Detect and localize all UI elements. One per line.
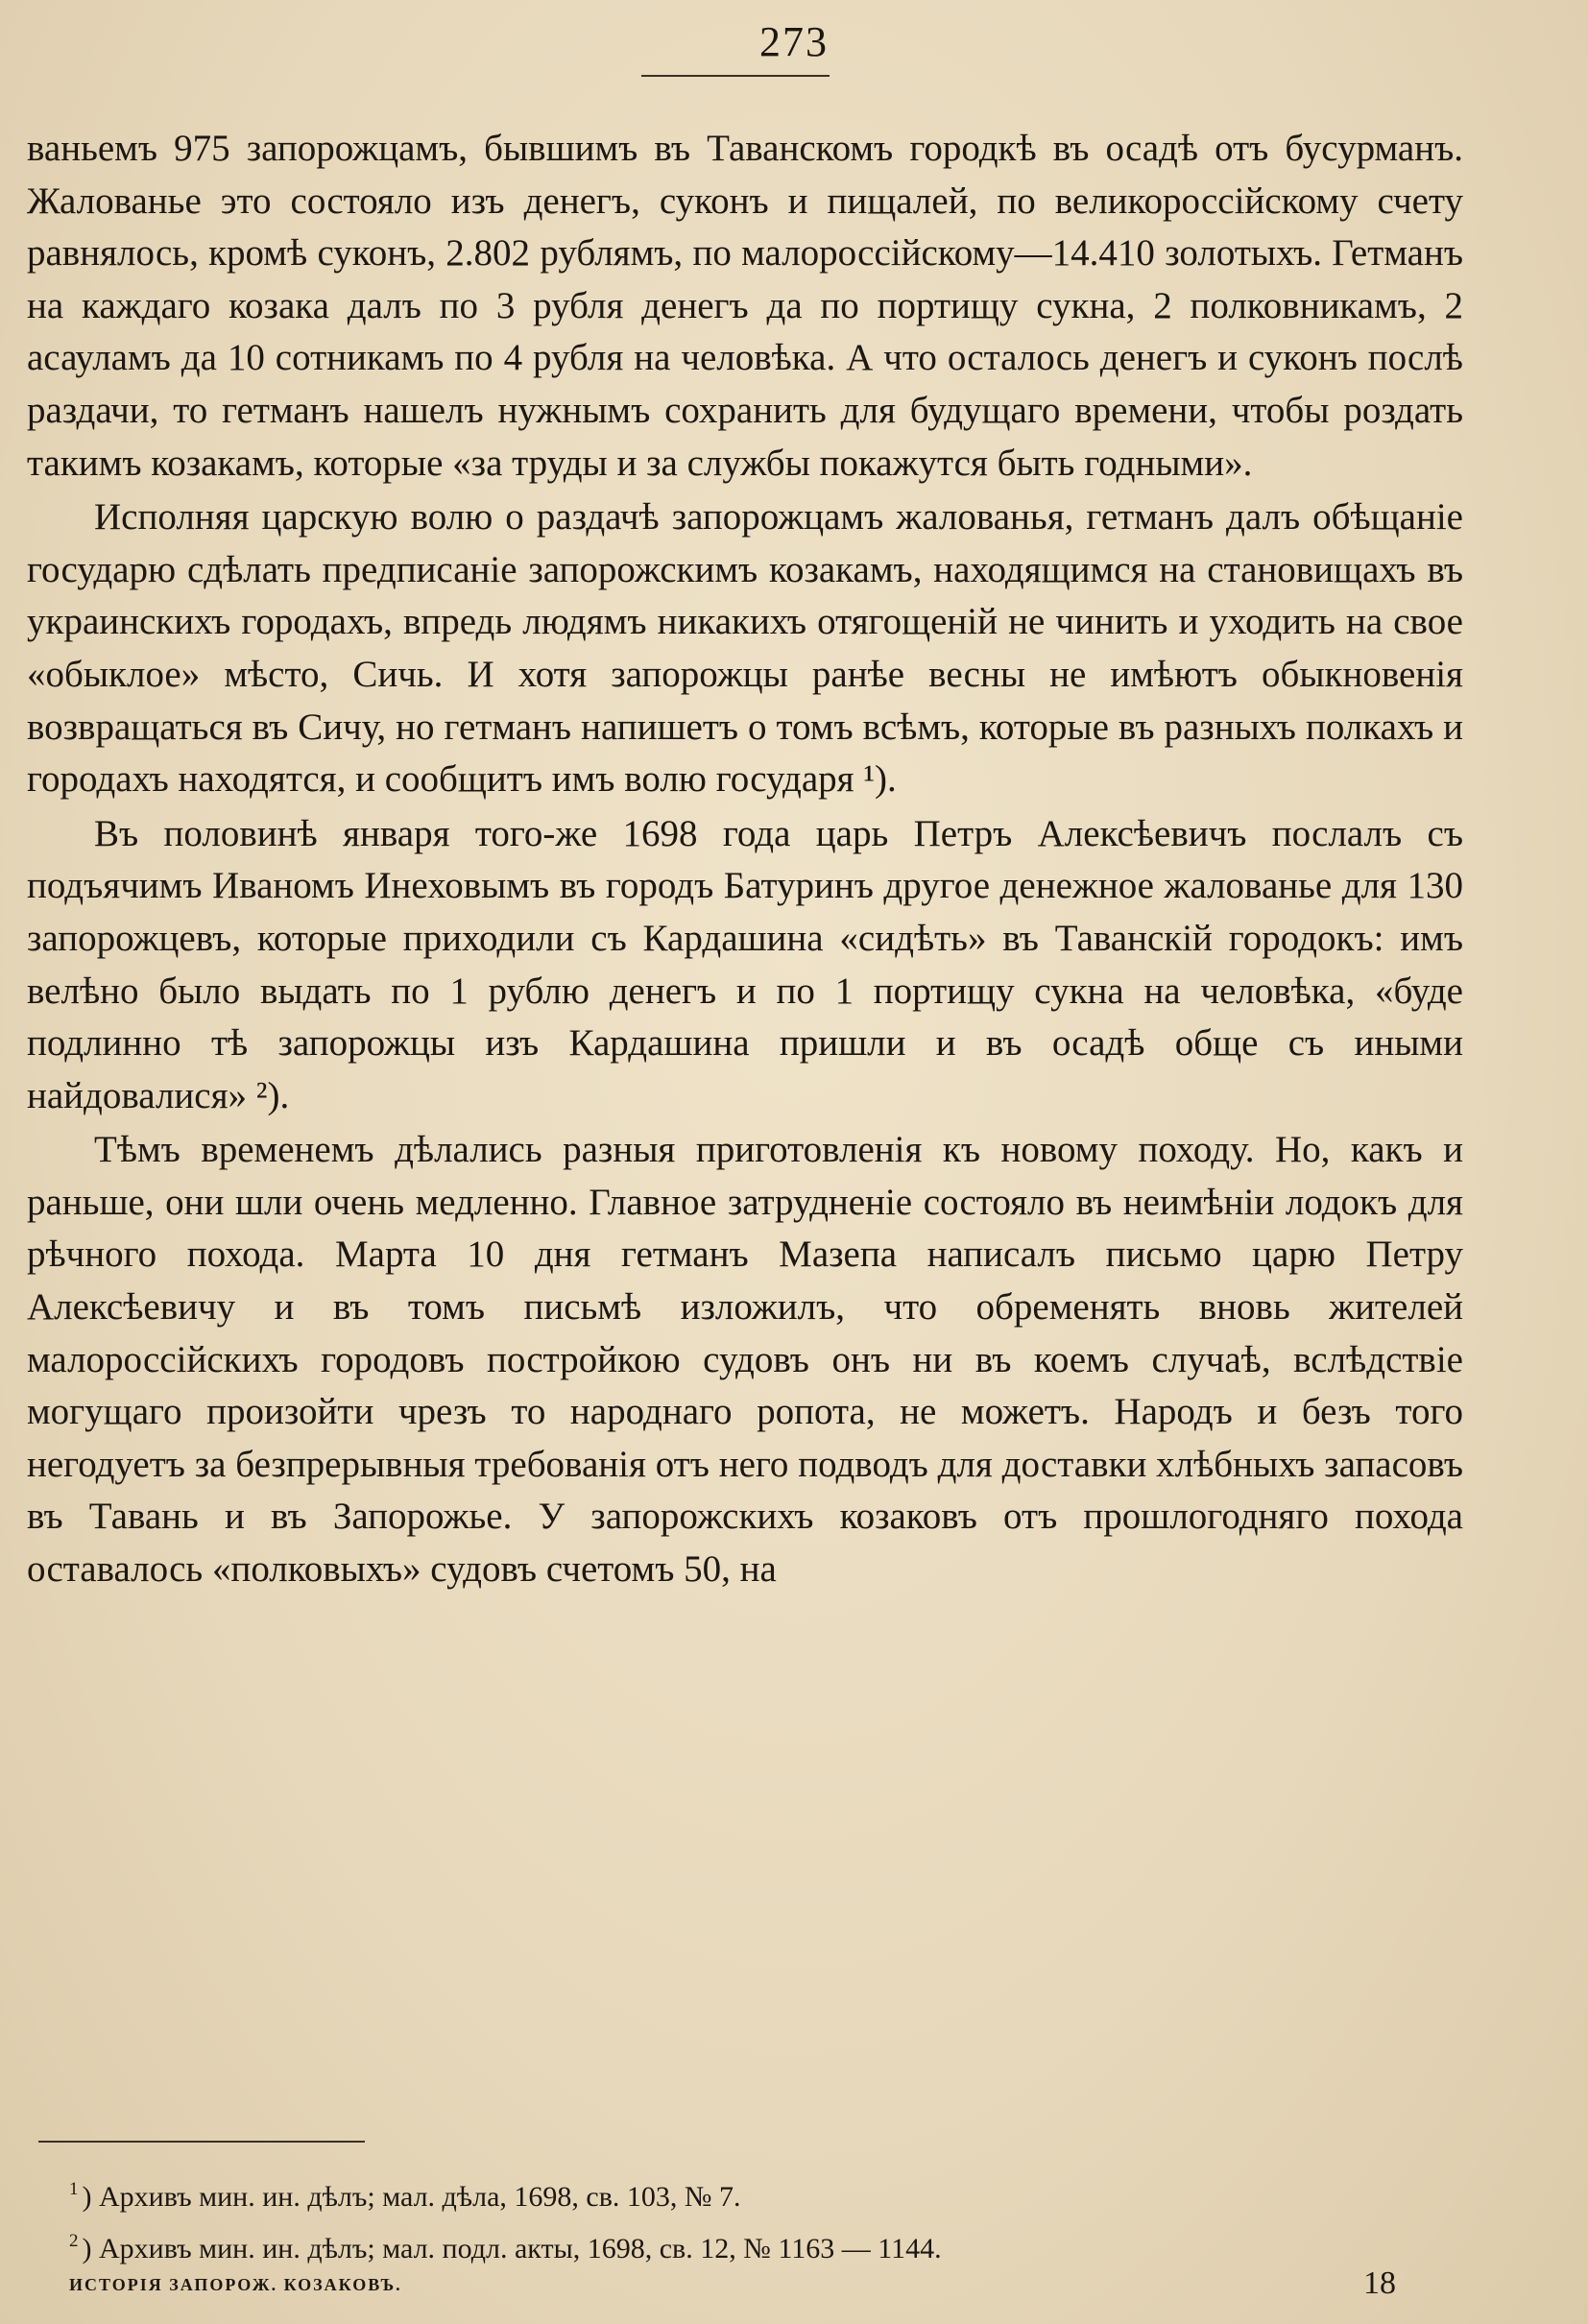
paragraph: ваньемъ 975 запорожцамъ, бывшимъ въ Таванскомъ городкѣ въ осадѣ отъ бусурманъ. Жалованье это состояло изъ денегъ, суконъ и пищалей, по великороссійскому счету равнялось, кромѣ суконъ, 2.802 рублямъ, по малороссійскому—14.410 золотыхъ. Гетманъ на каждаго козака далъ по 3 рубля денегъ да по портищу сукна, 2 полковникамъ, 2 асауламъ да 10 сотникамъ по 4 рубля на человѣка. А что осталось денегъ и суконъ послѣ раздачи, то гетманъ нашелъ нужнымъ сохранить для будущаго времени, чтобы роздать такимъ козакамъ, которые «за труды и за службы покажутся быть годными». — [27, 128, 1463, 484]
header-rule — [641, 75, 830, 77]
footnote — [69, 2168, 1452, 2219]
footnote-text: ) Архивъ мин. ин. дѣлъ; мал. дѣла, 1698, св. 103, № 7. — [82, 2181, 741, 2213]
footnote-text: ) Архивъ мин. ин. дѣлъ; мал. подл. акты, 1698, св. 12, № 1163 — 1144. — [82, 2233, 942, 2264]
footnote — [69, 2219, 1452, 2271]
signature-line: ИСТОРІЯ ЗАПОРОЖ. КОЗАКОВЪ. — [69, 2275, 402, 2294]
footnote-mark: 2 — [69, 2231, 79, 2251]
footnote-mark: 1 — [69, 2179, 79, 2199]
body-text — [27, 123, 1463, 1596]
sheet-number: 18 — [1363, 2265, 1396, 2301]
page-number: 273 — [759, 18, 829, 65]
footnote-rule — [38, 2141, 365, 2143]
paragraph: Тѣмъ временемъ дѣлались разныя приготовленія къ новому походу. Но, какъ и раньше, они шли очень медленно. Главное затрудненіе состояло въ неимѣніи лодокъ для рѣчного похода. Марта 10 дня гетманъ Мазепа написалъ письмо царю Петру Алексѣевичу и въ томъ письмѣ изложилъ, что обременять вновь жителей малороссійскихъ городовъ постройкою судовъ онъ ни въ коемъ случаѣ, вслѣдствіе могущаго произойти чрезъ то народнаго ропота, не можетъ. Народъ и безъ того негодуетъ за безпрерывныя требованія отъ него подводъ для доставки хлѣбныхъ запасовъ въ Тавань и въ Запорожье. У запорожскихъ козаковъ отъ прошлогодняго похода оставалось «полковыхъ» судовъ счетомъ 50, на — [27, 1129, 1463, 1591]
paragraph: Въ половинѣ января того-же 1698 года царь Петръ Алексѣевичъ послалъ съ подъячимъ Иваномъ Инеховымъ въ городъ Батуринъ другое денежное жалованье для 130 запорожцевъ, которые приходили съ Кардашина «сидѣть» въ Таванскій городокъ: имъ велѣно было выдать по 1 рублю денегъ и по 1 портищу сукна на человѣка, «буде подлинно тѣ запорожцы изъ Кардашина пришли и въ осадѣ обще съ иными найдовалися» ²). — [27, 812, 1463, 1116]
paragraph: Исполняя царскую волю о раздачѣ запорожцамъ жалованья, гетманъ далъ обѣщаніе государю сдѣлать предписаніе запорожскимъ козакамъ, находящимся на становищахъ въ украинскихъ городахъ, впредь людямъ никакихъ отягощеній не чинить и уходить на свое «обыклое» мѣсто, Сичь. И хотя запорожцы ранѣе весны не имѣютъ обыкновенія возвращаться въ Сичу, но гетманъ напишетъ о томъ всѣмъ, которые въ разныхъ полкахъ и городахъ находятся, и сообщитъ имъ волю государя ¹). — [27, 496, 1463, 801]
footnotes — [69, 2168, 1452, 2271]
